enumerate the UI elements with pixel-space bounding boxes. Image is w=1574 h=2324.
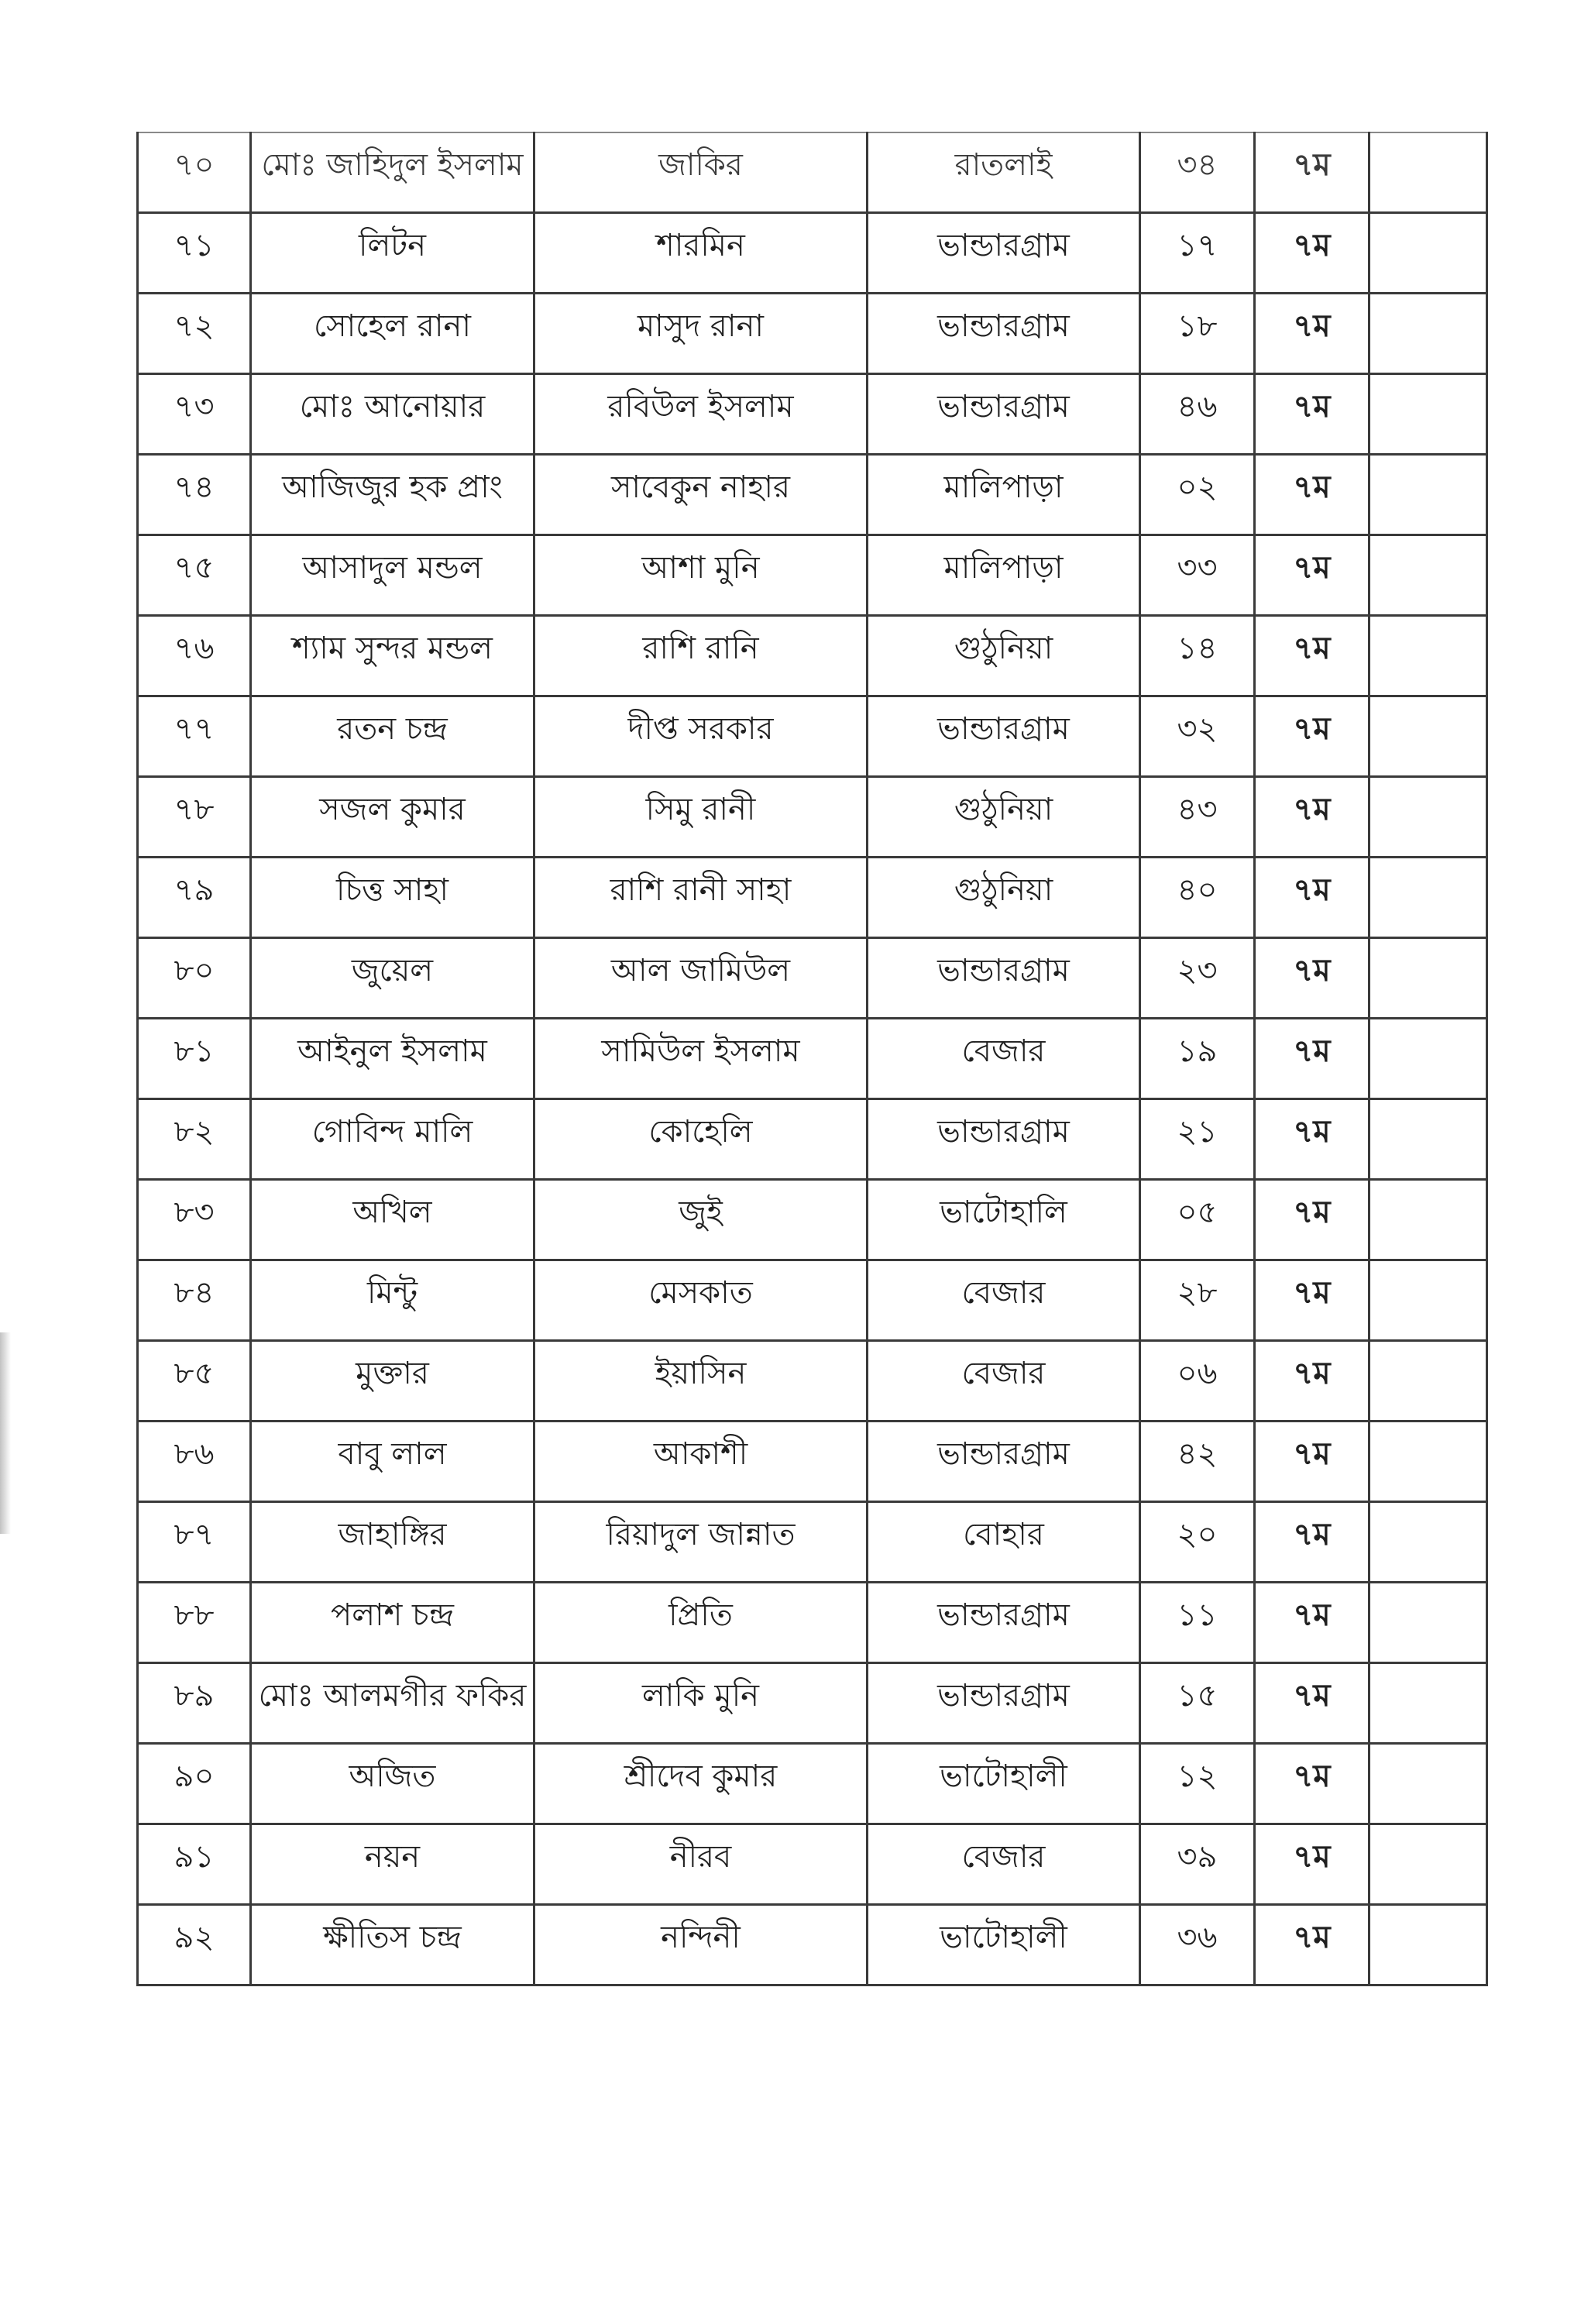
roll-cell: ১১ xyxy=(1140,1583,1255,1663)
name-cell: আসাদুল মন্ডল xyxy=(251,535,534,616)
table-row xyxy=(138,1180,1487,1260)
class-cell: ৭ম xyxy=(1255,1099,1370,1180)
name-cell: চিত্ত সাহা xyxy=(251,858,534,938)
serial-cell: ৭৩ xyxy=(138,374,251,455)
serial-cell: ৭৯ xyxy=(138,858,251,938)
serial-cell: ৭৬ xyxy=(138,616,251,696)
note-cell xyxy=(1370,616,1487,696)
table-row xyxy=(138,616,1487,696)
roll-cell: ১৫ xyxy=(1140,1663,1255,1744)
note-cell xyxy=(1370,777,1487,858)
table-row xyxy=(138,1824,1487,1905)
serial-cell: ৯০ xyxy=(138,1744,251,1824)
guardian-cell: জুই xyxy=(534,1180,868,1260)
village-cell: গুঠুনিয়া xyxy=(868,858,1140,938)
serial-cell: ৯২ xyxy=(138,1905,251,1985)
class-cell: ৭ম xyxy=(1255,455,1370,535)
roll-cell: ৩৬ xyxy=(1140,1905,1255,1985)
class-cell: ৭ম xyxy=(1255,777,1370,858)
guardian-cell: রিয়াদুল জান্নাত xyxy=(534,1502,868,1583)
village-cell: ভান্ডারগ্রাম xyxy=(868,696,1140,777)
roll-cell: ০২ xyxy=(1140,455,1255,535)
roll-cell: ১২ xyxy=(1140,1744,1255,1824)
village-cell: ভান্ডারগ্রাম xyxy=(868,374,1140,455)
class-cell: ৭ম xyxy=(1255,1824,1370,1905)
village-cell: ভান্ডারগ্রাম xyxy=(868,938,1140,1019)
roll-cell: ৩৪ xyxy=(1140,132,1255,213)
guardian-cell: আল জামিউল xyxy=(534,938,868,1019)
name-cell: শ্যাম সুন্দর মন্ডল xyxy=(251,616,534,696)
guardian-cell: সিমু রানী xyxy=(534,777,868,858)
village-cell: গুঠুনিয়া xyxy=(868,777,1140,858)
class-cell: ৭ম xyxy=(1255,1260,1370,1341)
page-edge-shadow xyxy=(0,1332,11,1534)
guardian-cell: শারমিন xyxy=(534,213,868,294)
note-cell xyxy=(1370,1502,1487,1583)
table-row xyxy=(138,1905,1487,1985)
serial-cell: ৭২ xyxy=(138,294,251,374)
serial-cell: ৮২ xyxy=(138,1099,251,1180)
table-row xyxy=(138,374,1487,455)
name-cell: মোঃ আলমগীর ফকির xyxy=(251,1663,534,1744)
serial-cell: ৮৬ xyxy=(138,1422,251,1502)
note-cell xyxy=(1370,858,1487,938)
table-row xyxy=(138,1583,1487,1663)
roll-cell: ০৬ xyxy=(1140,1341,1255,1422)
guardian-cell: দীপ্ত সরকার xyxy=(534,696,868,777)
serial-cell: ৮০ xyxy=(138,938,251,1019)
serial-cell: ৭১ xyxy=(138,213,251,294)
roll-cell: ৪০ xyxy=(1140,858,1255,938)
name-cell: আজিজুর হক প্রাং xyxy=(251,455,534,535)
name-cell: পলাশ চন্দ্র xyxy=(251,1583,534,1663)
class-cell: ৭ম xyxy=(1255,132,1370,213)
table-row xyxy=(138,1422,1487,1502)
serial-cell: ৮৭ xyxy=(138,1502,251,1583)
name-cell: মোঃ জাহিদুল ইসলাম xyxy=(251,132,534,213)
guardian-cell: নীরব xyxy=(534,1824,868,1905)
village-cell: ভাটোহালী xyxy=(868,1905,1140,1985)
class-cell: ৭ম xyxy=(1255,1583,1370,1663)
class-cell: ৭ম xyxy=(1255,1180,1370,1260)
guardian-cell: রবিউল ইসলাম xyxy=(534,374,868,455)
guardian-cell: নন্দিনী xyxy=(534,1905,868,1985)
guardian-cell: ইয়াসিন xyxy=(534,1341,868,1422)
serial-cell: ৮৯ xyxy=(138,1663,251,1744)
village-cell: ভান্ডারগ্রাম xyxy=(868,1422,1140,1502)
village-cell: ভাটোহালি xyxy=(868,1180,1140,1260)
village-cell: বোহার xyxy=(868,1502,1140,1583)
table-row xyxy=(138,777,1487,858)
village-cell: রাতলাই xyxy=(868,132,1140,213)
roll-cell: ২০ xyxy=(1140,1502,1255,1583)
note-cell xyxy=(1370,1744,1487,1824)
table-row xyxy=(138,1663,1487,1744)
class-cell: ৭ম xyxy=(1255,535,1370,616)
name-cell: গোবিন্দ মালি xyxy=(251,1099,534,1180)
name-cell: নয়ন xyxy=(251,1824,534,1905)
name-cell: জুয়েল xyxy=(251,938,534,1019)
name-cell: রতন চন্দ্র xyxy=(251,696,534,777)
class-cell: ৭ম xyxy=(1255,1341,1370,1422)
name-cell: লিটন xyxy=(251,213,534,294)
note-cell xyxy=(1370,374,1487,455)
name-cell: মুক্তার xyxy=(251,1341,534,1422)
guardian-cell: জাকির xyxy=(534,132,868,213)
class-cell: ৭ম xyxy=(1255,1422,1370,1502)
class-cell: ৭ম xyxy=(1255,1905,1370,1985)
note-cell xyxy=(1370,535,1487,616)
guardian-cell: লাকি মুনি xyxy=(534,1663,868,1744)
village-cell: মালিপাড়া xyxy=(868,455,1140,535)
roll-cell: ২৩ xyxy=(1140,938,1255,1019)
village-cell: ভান্ডারগ্রাম xyxy=(868,294,1140,374)
note-cell xyxy=(1370,1019,1487,1099)
table-row xyxy=(138,1502,1487,1583)
note-cell xyxy=(1370,938,1487,1019)
note-cell xyxy=(1370,1099,1487,1180)
roll-cell: ৩৩ xyxy=(1140,535,1255,616)
name-cell: জাহাঙ্গির xyxy=(251,1502,534,1583)
table-row xyxy=(138,455,1487,535)
serial-cell: ৮৪ xyxy=(138,1260,251,1341)
table-row xyxy=(138,1341,1487,1422)
serial-cell: ৭৭ xyxy=(138,696,251,777)
guardian-cell: রাশি রানি xyxy=(534,616,868,696)
note-cell xyxy=(1370,455,1487,535)
table-row xyxy=(138,294,1487,374)
table-row xyxy=(138,1019,1487,1099)
roll-cell: ৩২ xyxy=(1140,696,1255,777)
guardian-cell: আশা মুনি xyxy=(534,535,868,616)
village-cell: বেজার xyxy=(868,1824,1140,1905)
class-cell: ৭ম xyxy=(1255,938,1370,1019)
village-cell: গুঠুনিয়া xyxy=(868,616,1140,696)
table-row xyxy=(138,1744,1487,1824)
village-cell: ভান্ডারগ্রাম xyxy=(868,1099,1140,1180)
roll-cell: ১৮ xyxy=(1140,294,1255,374)
village-cell: বেজার xyxy=(868,1019,1140,1099)
roll-cell: ০৫ xyxy=(1140,1180,1255,1260)
table-row xyxy=(138,938,1487,1019)
name-cell: সজল কুমার xyxy=(251,777,534,858)
guardian-cell: প্রিতি xyxy=(534,1583,868,1663)
guardian-cell: মাসুদ রানা xyxy=(534,294,868,374)
name-cell: ক্ষীতিস চন্দ্র xyxy=(251,1905,534,1985)
guardian-cell: আকাশী xyxy=(534,1422,868,1502)
guardian-cell: কোহেলি xyxy=(534,1099,868,1180)
table-row xyxy=(138,535,1487,616)
village-cell: বেজার xyxy=(868,1260,1140,1341)
note-cell xyxy=(1370,1341,1487,1422)
note-cell xyxy=(1370,696,1487,777)
class-cell: ৭ম xyxy=(1255,1502,1370,1583)
table-row xyxy=(138,213,1487,294)
table-row xyxy=(138,696,1487,777)
table-row xyxy=(138,1099,1487,1180)
table-row xyxy=(138,132,1487,213)
roll-cell: ১৯ xyxy=(1140,1019,1255,1099)
note-cell xyxy=(1370,1905,1487,1985)
guardian-cell: মেসকাত xyxy=(534,1260,868,1341)
note-cell xyxy=(1370,1180,1487,1260)
roll-cell: ৪২ xyxy=(1140,1422,1255,1502)
roll-cell: ২১ xyxy=(1140,1099,1255,1180)
class-cell: ৭ম xyxy=(1255,696,1370,777)
note-cell xyxy=(1370,294,1487,374)
table-row xyxy=(138,1260,1487,1341)
roll-cell: ২৮ xyxy=(1140,1260,1255,1341)
class-cell: ৭ম xyxy=(1255,616,1370,696)
note-cell xyxy=(1370,213,1487,294)
class-cell: ৭ম xyxy=(1255,294,1370,374)
serial-cell: ৭০ xyxy=(138,132,251,213)
roll-cell: ১৪ xyxy=(1140,616,1255,696)
village-cell: ভান্ডারগ্রাম xyxy=(868,1583,1140,1663)
roll-cell: ৪৩ xyxy=(1140,777,1255,858)
village-cell: বেজার xyxy=(868,1341,1140,1422)
village-cell: ভাটোহালী xyxy=(868,1744,1140,1824)
village-cell: মালিপাড়া xyxy=(868,535,1140,616)
class-cell: ৭ম xyxy=(1255,858,1370,938)
guardian-cell: রাশি রানী সাহা xyxy=(534,858,868,938)
note-cell xyxy=(1370,1422,1487,1502)
note-cell xyxy=(1370,1260,1487,1341)
name-cell: বাবু লাল xyxy=(251,1422,534,1502)
name-cell: মিন্টু xyxy=(251,1260,534,1341)
roll-cell: ১৭ xyxy=(1140,213,1255,294)
name-cell: মোঃ আনোয়ার xyxy=(251,374,534,455)
guardian-cell: সাবেকুন নাহার xyxy=(534,455,868,535)
village-cell: ভান্ডারগ্রাম xyxy=(868,1663,1140,1744)
serial-cell: ৮৫ xyxy=(138,1341,251,1422)
class-cell: ৭ম xyxy=(1255,213,1370,294)
serial-cell: ৮১ xyxy=(138,1019,251,1099)
guardian-cell: শ্রীদেব কুমার xyxy=(534,1744,868,1824)
class-cell: ৭ম xyxy=(1255,1663,1370,1744)
register-body xyxy=(138,132,1487,1985)
table-row xyxy=(138,858,1487,938)
note-cell xyxy=(1370,1663,1487,1744)
serial-cell: ৮৩ xyxy=(138,1180,251,1260)
name-cell: অজিত xyxy=(251,1744,534,1824)
name-cell: আইনুল ইসলাম xyxy=(251,1019,534,1099)
village-cell: ভান্ডারগ্রাম xyxy=(868,213,1140,294)
class-cell: ৭ম xyxy=(1255,374,1370,455)
note-cell xyxy=(1370,1583,1487,1663)
roll-cell: ৪৬ xyxy=(1140,374,1255,455)
guardian-cell: সামিউল ইসলাম xyxy=(534,1019,868,1099)
name-cell: সোহেল রানা xyxy=(251,294,534,374)
class-cell: ৭ম xyxy=(1255,1744,1370,1824)
serial-cell: ৭৮ xyxy=(138,777,251,858)
name-cell: অখিল xyxy=(251,1180,534,1260)
note-cell xyxy=(1370,1824,1487,1905)
serial-cell: ৯১ xyxy=(138,1824,251,1905)
serial-cell: ৭৪ xyxy=(138,455,251,535)
note-cell xyxy=(1370,132,1487,213)
student-register-table xyxy=(136,132,1488,1986)
roll-cell: ৩৯ xyxy=(1140,1824,1255,1905)
serial-cell: ৮৮ xyxy=(138,1583,251,1663)
class-cell: ৭ম xyxy=(1255,1019,1370,1099)
serial-cell: ৭৫ xyxy=(138,535,251,616)
